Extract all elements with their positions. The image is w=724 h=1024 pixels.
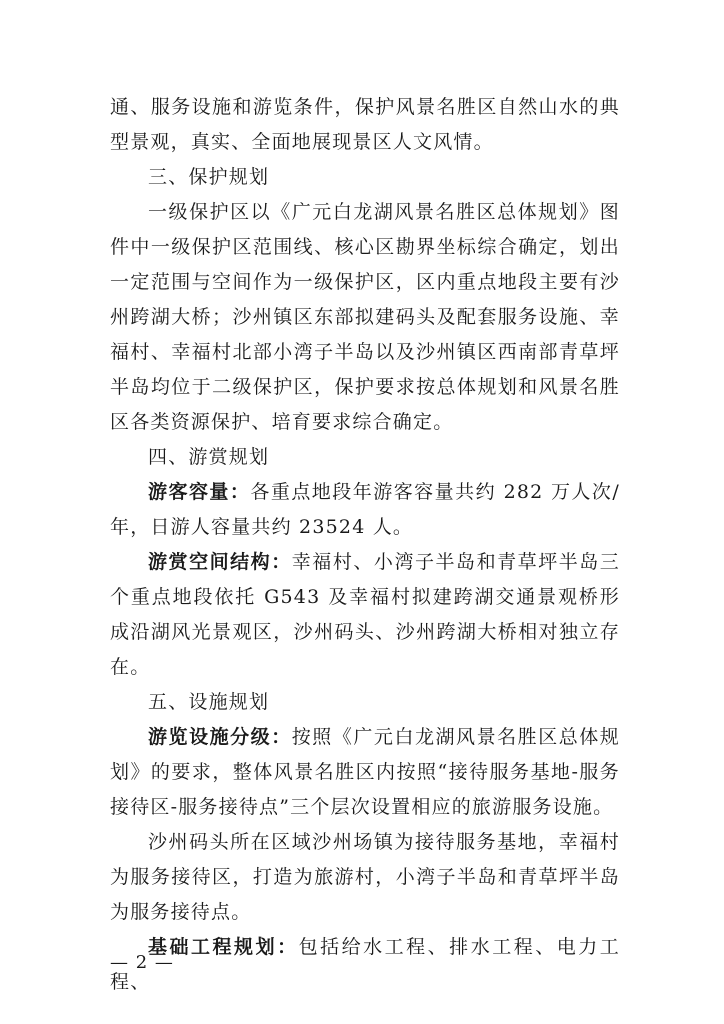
paragraph-lead-bold: 游览设施分级： [148, 726, 292, 748]
paragraph-text: 通、服务设施和游览条件，保护风景名胜区自然山水的典型景观，真实、全面地展现景区人文风情。 [110, 96, 620, 153]
paragraph-first-level-protection [110, 195, 620, 440]
paragraph-service-bases [110, 825, 620, 930]
document-body [110, 90, 620, 1000]
paragraph-lead-bold: 游赏空间结构： [148, 551, 292, 573]
section-heading-facility-planning: 五、设施规划 [148, 691, 270, 713]
paragraph-text: 各重点地段年游客容量共约 282 万人次/年，日游人容量共约 23524 人。 [110, 481, 620, 538]
paragraph-text: 包括给水工程、排水工程、电力工程、 [110, 936, 620, 993]
paragraph-spatial-structure [110, 545, 620, 685]
page-number: — 2 — [110, 952, 174, 973]
section-heading-protection-planning: 三、保护规划 [148, 166, 270, 188]
paragraph-text: 幸福村、小湾子半岛和青草坪半岛三个重点地段依托 G543 及幸福村拟建跨湖交通景观桥形成沿湖风光景观区，沙州码头、沙州跨湖大桥相对独立存在。 [110, 551, 621, 678]
paragraph-facility-grading [110, 720, 620, 825]
paragraph-text: 一级保护区以《广元白龙湖风景名胜区总体规划》图件中一级保护区范围线、核心区勘界坐标综合确定，划出一定范围与空间作为一级保护区，区内重点地段主要有沙州跨湖大桥；沙州镇区东部拟建码头及配套服务设施、幸福村、幸福村北部小湾子半岛以及沙州镇区西南部青草坪半岛均位于二级保护区，保护要求按总体规划和风景名胜区各类资源保护、培育要求综合确定。 [110, 201, 620, 433]
paragraph-continuation [110, 90, 620, 160]
paragraph-lead-bold: 基础工程规划： [148, 936, 299, 958]
section-heading-tour-planning: 四、游赏规划 [148, 446, 270, 468]
paragraph-text: 沙州码头所在区域沙州场镇为接待服务基地，幸福村为服务接待区，打造为旅游村，小湾子半岛和青草坪半岛为服务接待点。 [110, 831, 620, 923]
paragraph-text: 按照《广元白龙湖风景名胜区总体规划》的要求，整体风景名胜区内按照“接待服务基地-服务接待区-服务接待点”三个层次设置相应的旅游服务设施。 [110, 726, 621, 818]
paragraph-lead-bold: 游客容量： [148, 481, 251, 503]
paragraph-infrastructure [110, 930, 620, 1000]
paragraph-visitor-capacity [110, 475, 620, 545]
